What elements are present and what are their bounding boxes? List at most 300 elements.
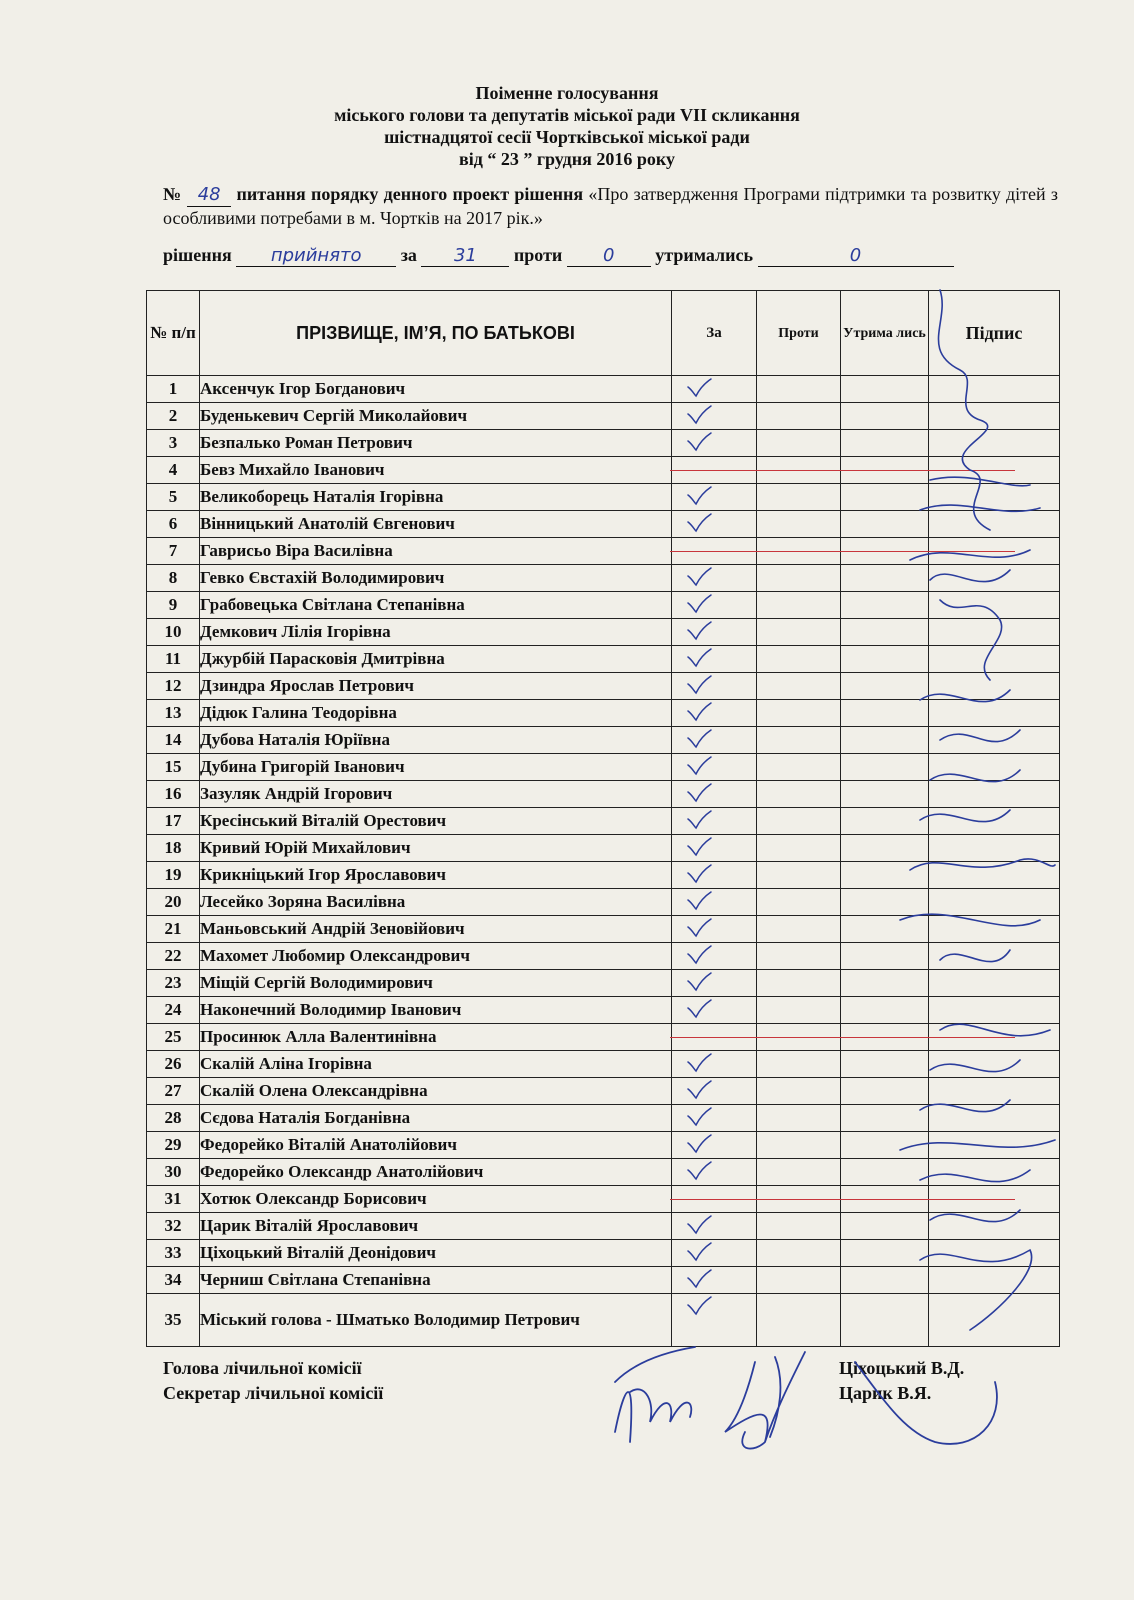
vote-against-cell [757, 1132, 841, 1159]
vote-for-cell [672, 484, 757, 511]
check-mark-icon [686, 1134, 712, 1154]
table-row [147, 970, 1060, 997]
vote-abstained-cell [841, 376, 929, 403]
vote-abstained-cell [841, 673, 929, 700]
table-row [147, 1267, 1060, 1294]
signature-cell [929, 889, 1060, 916]
table-row [147, 376, 1060, 403]
deputy-name: Кривий Юрій Михайлович [200, 835, 672, 862]
col-header-number: № п/п [147, 291, 200, 376]
table-row [147, 997, 1060, 1024]
check-mark-icon [686, 945, 712, 965]
check-mark-icon [686, 918, 712, 938]
commission-signatures [605, 1342, 1025, 1462]
vote-abstained-cell [841, 1051, 929, 1078]
row-number: 6 [147, 511, 200, 538]
table-row [147, 808, 1060, 835]
vote-for-cell [672, 781, 757, 808]
vote-abstained-cell [841, 970, 929, 997]
deputy-name: Дзиндра Ярослав Петрович [200, 673, 672, 700]
table-row [147, 835, 1060, 862]
deputy-name: Хотюк Олександр Борисович [200, 1186, 672, 1213]
vote-against-cell [757, 1051, 841, 1078]
row-number: 3 [147, 430, 200, 457]
vote-abstained-cell [841, 889, 929, 916]
row-number: 29 [147, 1132, 200, 1159]
row-number: 22 [147, 943, 200, 970]
vote-for-cell [672, 511, 757, 538]
vote-for-cell [672, 673, 757, 700]
vote-abstained-cell [841, 1078, 929, 1105]
signature-cell [929, 592, 1060, 619]
vote-for-cell [672, 970, 757, 997]
deputy-name: Буденькевич Сергій Миколайович [200, 403, 672, 430]
vote-abstained-cell [841, 430, 929, 457]
signature-cell [929, 484, 1060, 511]
deputy-name: Наконечний Володимир Іванович [200, 997, 672, 1024]
row-number: 16 [147, 781, 200, 808]
row-number: 30 [147, 1159, 200, 1186]
table-row [147, 511, 1060, 538]
deputy-name: Гаврисьо Віра Василівна [200, 538, 672, 565]
against-label: проти [513, 245, 563, 265]
vote-for-cell [672, 1132, 757, 1159]
row-number: 11 [147, 646, 200, 673]
vote-for-cell [672, 1294, 757, 1347]
col-header-against: Проти [757, 291, 841, 376]
vote-against-cell [757, 862, 841, 889]
vote-abstained-cell [841, 700, 929, 727]
row-number: 7 [147, 538, 200, 565]
vote-abstained-cell [841, 484, 929, 511]
vote-abstained-cell [841, 1213, 929, 1240]
row-number: 18 [147, 835, 200, 862]
deputy-name: Скалій Олена Олександрівна [200, 1078, 672, 1105]
document-header [0, 82, 1134, 170]
vote-abstained-cell [841, 538, 929, 565]
deputy-name: Дубова Наталія Юріївна [200, 727, 672, 754]
vote-for-cell [672, 1078, 757, 1105]
row-number: 23 [147, 970, 200, 997]
vote-for-cell [672, 808, 757, 835]
vote-for-cell [672, 916, 757, 943]
vote-for-cell [672, 1267, 757, 1294]
vote-for-cell [672, 403, 757, 430]
decision-value: прийнято [236, 246, 396, 267]
vote-abstained-cell [841, 943, 929, 970]
deputy-name: Скалій Аліна Ігорівна [200, 1051, 672, 1078]
for-label: за [400, 245, 417, 265]
vote-for-cell [672, 700, 757, 727]
row-number: 2 [147, 403, 200, 430]
col-header-name: ПРІЗВИЩЕ, ІМ’Я, ПО БАТЬКОВІ [200, 291, 672, 376]
check-mark-icon [686, 1161, 712, 1181]
vote-for-cell [672, 565, 757, 592]
vote-abstained-cell [841, 1132, 929, 1159]
vote-against-cell [757, 430, 841, 457]
vote-for-cell [672, 997, 757, 1024]
vote-against-cell [757, 1186, 841, 1213]
deputy-name: Грабовецька Світлана Степанівна [200, 592, 672, 619]
vote-abstained-cell [841, 1024, 929, 1051]
vote-abstained-cell [841, 1159, 929, 1186]
table-row [147, 1051, 1060, 1078]
table-row [147, 1186, 1060, 1213]
vote-against-cell [757, 646, 841, 673]
row-number: 17 [147, 808, 200, 835]
table-row [147, 457, 1060, 484]
table-row [147, 781, 1060, 808]
signature-cell [929, 565, 1060, 592]
vote-against-cell [757, 970, 841, 997]
chair-name: Ціхоцький В.Д. [839, 1358, 965, 1378]
table-row [147, 403, 1060, 430]
check-mark-icon [686, 405, 712, 425]
col-header-abstained: Утрима лись [841, 291, 929, 376]
signature-cell [929, 1186, 1060, 1213]
header-date: від “ 23 ” грудня 2016 року [459, 149, 675, 169]
vote-abstained-cell [841, 1105, 929, 1132]
row-number: 26 [147, 1051, 200, 1078]
item-label: питання порядку денного проект рішення [236, 184, 584, 204]
check-mark-icon [686, 432, 712, 452]
col-header-signature: Підпис [929, 291, 1060, 376]
table-row [147, 1240, 1060, 1267]
table-row [147, 1159, 1060, 1186]
vote-abstained-cell [841, 1240, 929, 1267]
signature-cell [929, 997, 1060, 1024]
vote-against-cell [757, 1105, 841, 1132]
table-row [147, 1213, 1060, 1240]
vote-abstained-cell [841, 592, 929, 619]
row-number: 28 [147, 1105, 200, 1132]
row-number: 14 [147, 727, 200, 754]
row-number: 33 [147, 1240, 200, 1267]
row-number: 9 [147, 592, 200, 619]
deputy-name: Черниш Світлана Степанівна [200, 1267, 672, 1294]
row-number: 35 [147, 1294, 200, 1347]
signature-cell [929, 1159, 1060, 1186]
check-mark-icon [686, 594, 712, 614]
vote-against-cell [757, 1024, 841, 1051]
check-mark-icon [686, 486, 712, 506]
table-row [147, 538, 1060, 565]
deputy-name: Безпалько Роман Петрович [200, 430, 672, 457]
row-number: 31 [147, 1186, 200, 1213]
deputy-name: Аксенчук Ігор Богданович [200, 376, 672, 403]
vote-for-cell [672, 1159, 757, 1186]
vote-abstained-cell [841, 457, 929, 484]
deputy-name: Маньовський Андрій Зеновійович [200, 916, 672, 943]
vote-for-cell [672, 538, 757, 565]
row-number: 13 [147, 700, 200, 727]
row-number: 4 [147, 457, 200, 484]
table-row [147, 1078, 1060, 1105]
vote-against-cell [757, 997, 841, 1024]
vote-against-cell [757, 511, 841, 538]
vote-abstained-cell [841, 916, 929, 943]
signature-cell [929, 511, 1060, 538]
vote-against-cell [757, 403, 841, 430]
deputy-name: Міщій Сергій Володимирович [200, 970, 672, 997]
check-mark-icon [686, 729, 712, 749]
signature-cell [929, 1267, 1060, 1294]
row-number: 1 [147, 376, 200, 403]
check-mark-icon [686, 864, 712, 884]
deputy-name: Міський голова - Шматько Володимир Петрович [200, 1294, 672, 1347]
row-number: 25 [147, 1024, 200, 1051]
vote-against-cell [757, 943, 841, 970]
signature-cell [929, 943, 1060, 970]
signature-cell [929, 1213, 1060, 1240]
deputy-name: Сєдова Наталія Богданівна [200, 1105, 672, 1132]
check-mark-icon [686, 999, 712, 1019]
table-row [147, 619, 1060, 646]
table-row [147, 754, 1060, 781]
signature-cell [929, 700, 1060, 727]
check-mark-icon [686, 837, 712, 857]
row-number: 8 [147, 565, 200, 592]
check-mark-icon [686, 783, 712, 803]
row-number: 21 [147, 916, 200, 943]
deputy-name: Вінницький Анатолій Євгенович [200, 511, 672, 538]
vote-against-cell [757, 808, 841, 835]
signature-cell [929, 376, 1060, 403]
check-mark-icon [686, 972, 712, 992]
deputy-name: Демкович Лілія Ігорівна [200, 619, 672, 646]
check-mark-icon [686, 675, 712, 695]
vote-against-cell [757, 565, 841, 592]
vote-abstained-cell [841, 835, 929, 862]
vote-abstained-cell [841, 565, 929, 592]
decision-line [163, 245, 1058, 267]
signature-cell [929, 970, 1060, 997]
signature-cell [929, 727, 1060, 754]
secretary-name: Царик В.Я. [839, 1383, 932, 1403]
signature-cell [929, 457, 1060, 484]
vote-against-cell [757, 457, 841, 484]
deputy-name: Ціхоцький Віталій Деонідович [200, 1240, 672, 1267]
row-number: 24 [147, 997, 200, 1024]
vote-for-cell [672, 457, 757, 484]
table-row [147, 862, 1060, 889]
vote-against-cell [757, 592, 841, 619]
table-row [147, 727, 1060, 754]
signature-cell [929, 1240, 1060, 1267]
vote-against-cell [757, 781, 841, 808]
abstained-count: 0 [758, 246, 954, 267]
signature-cell [929, 754, 1060, 781]
signature-cell [929, 1105, 1060, 1132]
vote-for-cell [672, 592, 757, 619]
vote-abstained-cell [841, 511, 929, 538]
table-header-row [147, 291, 1060, 376]
deputy-name: Просинюк Алла Валентинівна [200, 1024, 672, 1051]
deputy-name: Махомет Любомир Олександрович [200, 943, 672, 970]
vote-abstained-cell [841, 781, 929, 808]
table-row [147, 889, 1060, 916]
table-row [147, 646, 1060, 673]
vote-for-cell [672, 1024, 757, 1051]
col-header-for: За [672, 291, 757, 376]
signature-cell [929, 1051, 1060, 1078]
vote-for-cell [672, 862, 757, 889]
row-number: 5 [147, 484, 200, 511]
decision-label: рішення [163, 245, 232, 265]
for-count: 31 [421, 246, 509, 267]
vote-for-cell [672, 1105, 757, 1132]
vote-for-cell [672, 754, 757, 781]
signature-cell [929, 1024, 1060, 1051]
vote-against-cell [757, 376, 841, 403]
check-mark-icon [686, 1296, 712, 1316]
check-mark-icon [686, 378, 712, 398]
vote-against-cell [757, 538, 841, 565]
table-row [147, 673, 1060, 700]
vote-against-cell [757, 727, 841, 754]
check-mark-icon [686, 567, 712, 587]
signature-cell [929, 673, 1060, 700]
row-number: 19 [147, 862, 200, 889]
vote-against-cell [757, 1159, 841, 1186]
vote-for-cell [672, 376, 757, 403]
row-number: 20 [147, 889, 200, 916]
vote-for-cell [672, 1051, 757, 1078]
vote-against-cell [757, 1213, 841, 1240]
deputy-name: Федорейко Віталій Анатолійович [200, 1132, 672, 1159]
check-mark-icon [686, 810, 712, 830]
signature-cell [929, 1294, 1060, 1347]
chair-label: Голова лічильної комісії [163, 1358, 362, 1378]
vote-against-cell [757, 1078, 841, 1105]
item-text: «Про затвердження Програми підтримки та розвитку дітей з особливими потребами в м. Чортків на 2017 рік.» [163, 184, 1059, 228]
vote-against-cell [757, 1294, 841, 1347]
vote-against-cell [757, 1267, 841, 1294]
check-mark-icon [686, 891, 712, 911]
signature-cell [929, 403, 1060, 430]
row-number: 32 [147, 1213, 200, 1240]
row-number: 12 [147, 673, 200, 700]
vote-abstained-cell [841, 619, 929, 646]
check-mark-icon [686, 1080, 712, 1100]
signature-cell [929, 619, 1060, 646]
check-mark-icon [686, 1269, 712, 1289]
vote-against-cell [757, 835, 841, 862]
number-sign: № [163, 184, 182, 204]
check-mark-icon [686, 1053, 712, 1073]
against-count: 0 [567, 246, 651, 267]
vote-for-cell [672, 619, 757, 646]
deputy-name: Федорейко Олександр Анатолійович [200, 1159, 672, 1186]
vote-abstained-cell [841, 403, 929, 430]
signature-cell [929, 835, 1060, 862]
abstained-label: утримались [655, 245, 753, 265]
deputy-name: Джурбій Парасковія Дмитрівна [200, 646, 672, 673]
check-mark-icon [686, 756, 712, 776]
vote-against-cell [757, 700, 841, 727]
deputy-name: Бевз Михайло Іванович [200, 457, 672, 484]
deputy-name: Зазуляк Андрій Ігорович [200, 781, 672, 808]
deputy-name: Дідюк Галина Теодорівна [200, 700, 672, 727]
vote-against-cell [757, 673, 841, 700]
vote-against-cell [757, 484, 841, 511]
table-row [147, 430, 1060, 457]
row-number: 34 [147, 1267, 200, 1294]
signature-cell [929, 781, 1060, 808]
check-mark-icon [686, 621, 712, 641]
deputy-name: Лесейко Зоряна Василівна [200, 889, 672, 916]
vote-for-cell [672, 1213, 757, 1240]
signature-cell [929, 916, 1060, 943]
table-row [147, 1132, 1060, 1159]
table-row [147, 1294, 1060, 1347]
table-row [147, 592, 1060, 619]
secretary-label: Секретар лічильної комісії [163, 1383, 384, 1403]
table-row [147, 484, 1060, 511]
header-body: міського голови та депутатів міської ради VII скликання [334, 105, 800, 125]
signature-cell [929, 862, 1060, 889]
signature-cell [929, 808, 1060, 835]
vote-abstained-cell [841, 1267, 929, 1294]
table-row [147, 1024, 1060, 1051]
vote-abstained-cell [841, 862, 929, 889]
table-row [147, 943, 1060, 970]
signature-cell [929, 430, 1060, 457]
deputy-name: Крикніцький Ігор Ярославович [200, 862, 672, 889]
vote-abstained-cell [841, 646, 929, 673]
check-mark-icon [686, 1215, 712, 1235]
vote-abstained-cell [841, 754, 929, 781]
vote-abstained-cell [841, 1186, 929, 1213]
vote-against-cell [757, 916, 841, 943]
vote-abstained-cell [841, 997, 929, 1024]
signature-cell [929, 646, 1060, 673]
table-row [147, 1105, 1060, 1132]
row-number: 15 [147, 754, 200, 781]
vote-against-cell [757, 889, 841, 916]
check-mark-icon [686, 513, 712, 533]
roll-call-table [146, 290, 1060, 1347]
deputy-name: Царик Віталій Ярославович [200, 1213, 672, 1240]
deputy-name: Гевко Євстахій Володимирович [200, 565, 672, 592]
vote-for-cell [672, 1240, 757, 1267]
check-mark-icon [686, 648, 712, 668]
signature-cell [929, 538, 1060, 565]
vote-abstained-cell [841, 1294, 929, 1347]
vote-for-cell [672, 646, 757, 673]
row-number: 27 [147, 1078, 200, 1105]
signature-cell [929, 1132, 1060, 1159]
vote-against-cell [757, 619, 841, 646]
check-mark-icon [686, 1107, 712, 1127]
deputy-name: Кресінський Віталій Орестович [200, 808, 672, 835]
header-session: шістнадцятої сесії Чортківської міської ради [384, 127, 750, 147]
row-number: 10 [147, 619, 200, 646]
check-mark-icon [686, 1242, 712, 1262]
vote-for-cell [672, 889, 757, 916]
vote-abstained-cell [841, 808, 929, 835]
vote-against-cell [757, 754, 841, 781]
table-row [147, 565, 1060, 592]
table-row [147, 916, 1060, 943]
vote-for-cell [672, 835, 757, 862]
item-number: 48 [187, 183, 231, 207]
deputy-name: Великоборець Наталія Ігорівна [200, 484, 672, 511]
signature-cell [929, 1078, 1060, 1105]
deputy-name: Дубина Григорій Іванович [200, 754, 672, 781]
vote-for-cell [672, 430, 757, 457]
vote-against-cell [757, 1240, 841, 1267]
